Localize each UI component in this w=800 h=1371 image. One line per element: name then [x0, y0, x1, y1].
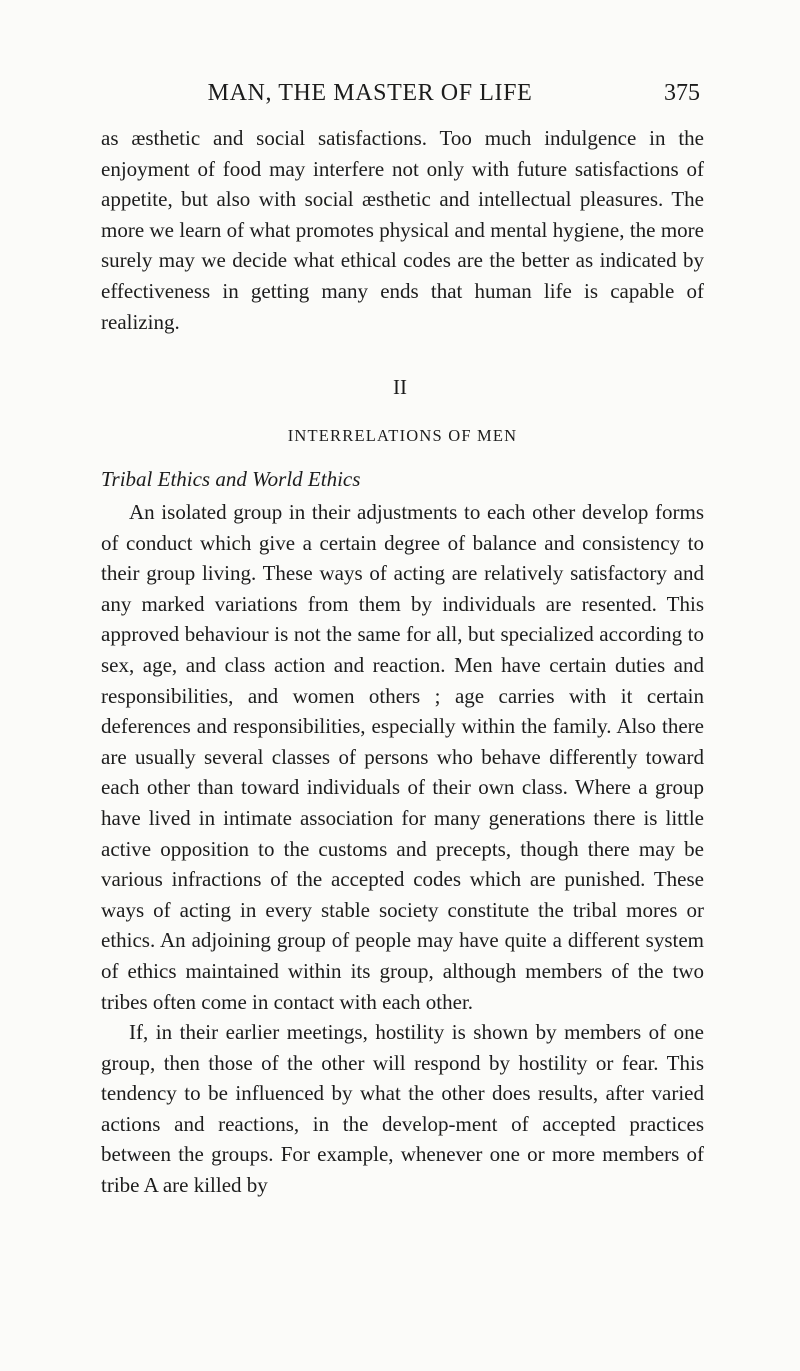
section-number: II — [393, 375, 407, 399]
text-block-top — [101, 123, 704, 337]
section-heading: INTERRELATIONS OF MEN — [287, 426, 518, 445]
paragraph: If, in their earlier meetings, hostility is shown by members of one group, then those of the other will respond by hostility or fear. This tendency to be influenced by what the other does results, after varied actions and reactions, in the develop-ment of accepted practices between the groups. For example, whenever one or more members of tribe A are killed by — [101, 1020, 704, 1198]
running-title: MAN, THE MASTER OF LIFE — [207, 80, 533, 106]
text-block-main — [101, 497, 704, 1201]
page-number: 375 — [664, 80, 700, 106]
paragraph-continued: as æsthetic and social satisfactions. Too much indulgence in the enjoyment of food may interfere not only with future satisfactions of appetite, but also with social æsthetic and intellectual pleasures. The more we learn of what promotes physical and mental hygiene, the more surely may we decide what ethical codes are the better as indicated by effectiveness in getting many ends that human life is capable of realizing. — [101, 126, 704, 334]
section-subheading: Tribal Ethics and World Ethics — [101, 467, 361, 491]
running-head — [0, 76, 800, 110]
paragraph: An isolated group in their adjustments to each other develop forms of conduct which give a certain degree of balance and consistency to their group living. These ways of acting are relatively satisfactory and any marked variations from them by individuals are resented. This approved behaviour is not the same for all, but specialized according to sex, age, and class action and reaction. Men have certain duties and responsibilities, and women others ; age carries with it certain deferences and responsibilities, especially within the family. Also there are usually several classes of persons who behave differently toward each other than toward individuals of their own class. Where a group have lived in intimate association for many generations there is little active opposition to the customs and precepts, though there may be various infractions of the accepted codes which are punished. These ways of acting in every stable society constitute the tribal mores or ethics. An adjoining group of people may have quite a different system of ethics maintained within its group, although members of the two tribes often come in contact with each other. — [101, 500, 704, 1014]
